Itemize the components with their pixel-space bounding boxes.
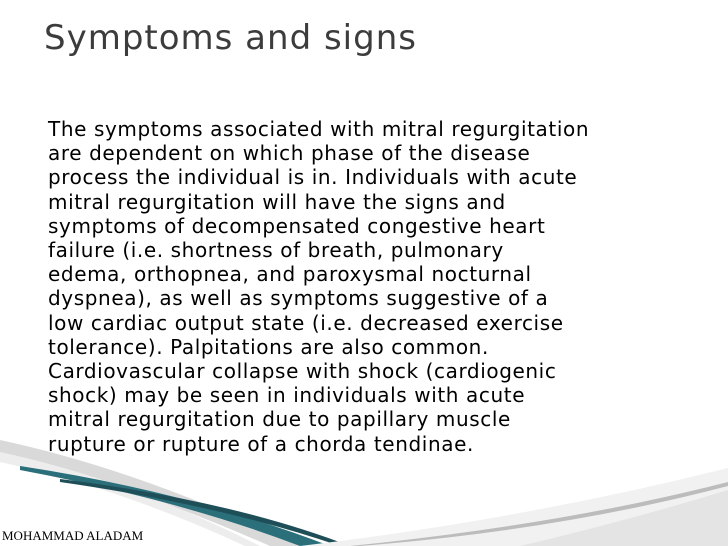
body-line: edema, orthopnea, and paroxysmal nocturnal <box>48 262 532 287</box>
body-line: Cardiovascular collapse with shock (cardiogenic <box>48 359 557 384</box>
body-line: mitral regurgitation will have the signs and <box>48 189 506 214</box>
body-line: low cardiac output state (i.e. decreased exercise <box>48 310 564 335</box>
body-line: failure (i.e. shortness of breath, pulmonary <box>48 238 504 263</box>
body-paragraph <box>48 117 708 456</box>
footer-author: MOHAMMAD ALADAM <box>2 528 144 543</box>
body-line: mitral regurgitation due to papillary muscle <box>48 407 511 432</box>
body-line: shock) may be seen in individuals with acute <box>48 383 526 408</box>
body-line: The symptoms associated with mitral regurgitation <box>48 117 590 141</box>
body-line: dyspnea), as well as symptoms suggestive of a <box>48 286 549 311</box>
body-line: are dependent on which phase of the disease <box>48 141 531 166</box>
slide-title: Symptoms and signs <box>44 18 417 58</box>
body-line: symptoms of decompensated congestive heart <box>48 213 546 238</box>
body-line: tolerance). Palpitations are also common. <box>48 334 489 359</box>
body-line: process the individual is in. Individuals with acute <box>48 165 578 190</box>
body-line: rupture or rupture of a chorda tendinae. <box>48 431 474 456</box>
